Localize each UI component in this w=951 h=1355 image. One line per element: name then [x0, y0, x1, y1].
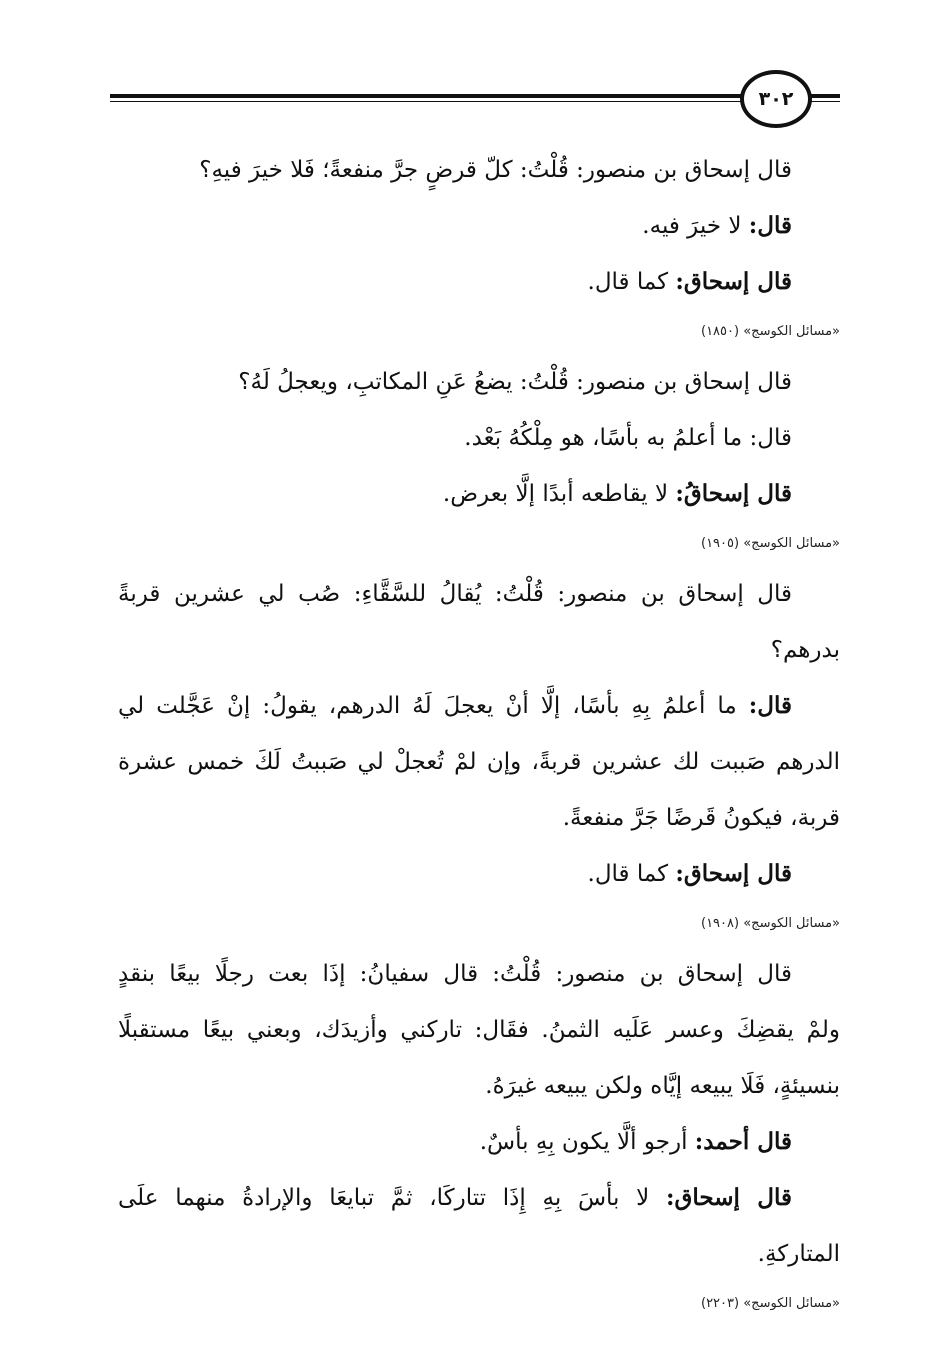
source-citation: «مسائل الكوسج» (١٨٥٠) — [701, 324, 840, 339]
speaker-label: قال إسحاق: — [666, 1184, 792, 1211]
text-line — [118, 622, 840, 678]
source-citation: «مسائل الكوسج» (٢٢٠٣) — [701, 1296, 840, 1311]
entry — [118, 142, 840, 354]
source-row — [118, 1282, 840, 1326]
text-line — [118, 734, 840, 790]
line-text: قال إسحاق بن منصور: قُلْتُ: كلّ قرضٍ جرَّ منفعةً؛ فَلا خيرَ فيهِ؟ — [199, 157, 792, 183]
line-text: لا خيرَ فيه. — [642, 213, 749, 239]
header-rule-thin-end — [810, 101, 840, 102]
speaker-label: قال إسحاق: — [675, 860, 792, 887]
line-text: بنسيئةٍ، فَلَا يبيعه إيَّاه ولكن يبيعه غيرَهُ. — [485, 1073, 840, 1099]
text-line — [118, 1002, 840, 1058]
text-line — [118, 846, 840, 902]
line-text: قال إسحاق بن منصور: قُلْتُ: قال سفيانُ: إذَا بعت رجلًا بيعًا بنقدٍ — [118, 961, 792, 987]
line-text: قال إسحاق بن منصور: قُلْتُ: يضعُ عَنِ المكاتبِ، ويعجلُ لَهُ؟ — [238, 369, 792, 395]
header-rule-thick — [110, 94, 750, 98]
text-line — [118, 678, 840, 734]
text-line — [118, 790, 840, 846]
text-line — [118, 1114, 840, 1170]
header-rule-thick-end — [810, 94, 840, 98]
line-text: أرجو ألَّا يكون بِهِ بأسٌ. — [479, 1129, 695, 1155]
speaker-label: قال: — [748, 692, 792, 719]
text-line — [118, 946, 840, 1002]
source-row — [118, 522, 840, 566]
entry — [118, 566, 840, 946]
line-text: كما قال. — [587, 861, 676, 887]
line-text: كما قال. — [587, 269, 676, 295]
text-line — [118, 566, 840, 622]
source-row — [118, 310, 840, 354]
text-line — [118, 466, 840, 522]
page-header — [110, 70, 840, 130]
entry — [118, 354, 840, 566]
source-row — [118, 902, 840, 946]
speaker-label: قال إسحاق: — [675, 268, 792, 295]
line-text: بدرهم؟ — [770, 637, 840, 663]
page-body — [118, 142, 840, 1326]
text-line — [118, 1058, 840, 1114]
text-line — [118, 354, 840, 410]
line-text: قال إسحاق بن منصور: قُلْتُ: يُقالُ للسَّقَّاءِ: صُب لي عشرين قربةً — [118, 581, 792, 607]
line-text: ما أعلمُ بِهِ بأسًا، إلَّا أنْ يعجلَ لَهُ الدرهم، يقولُ: إنْ عَجَّلت لي — [118, 693, 749, 719]
source-citation: «مسائل الكوسج» (١٩٠٥) — [701, 536, 840, 551]
line-text: قال: ما أعلمُ به بأسًا، هو مِلْكُهُ بَعْد. — [464, 425, 792, 451]
line-text: قربة، فيكونُ قَرضًا جَرَّ منفعةً. — [562, 805, 840, 831]
text-line — [118, 1170, 840, 1226]
speaker-label: قال أحمد: — [694, 1128, 792, 1155]
line-text: المتاركةِ. — [757, 1241, 840, 1267]
line-text: لا يقاطعه أبدًا إلَّا بعرض. — [442, 481, 676, 507]
line-text: لا بأسَ بِهِ إِذَا تتاركَا، ثمَّ تبايعَا والإرادةُ منهما علَى — [118, 1185, 667, 1211]
page-number-circle — [740, 70, 812, 128]
text-line — [118, 198, 840, 254]
speaker-label: قال إسحاقُ: — [675, 480, 792, 507]
line-text: الدرهم صَببت لك عشرين قربةً، وإن لمْ تُعجلْ لي صَببتُ لَكَ خمس عشرة — [118, 749, 840, 775]
line-text: ولمْ يقضِكَ وعسر عَلَيه الثمنُ. فقَال: تاركني وأزيدَك، وبعني بيعًا مستقبلًا — [118, 1017, 840, 1043]
text-line — [118, 142, 840, 198]
text-line — [118, 254, 840, 310]
entry — [118, 946, 840, 1326]
source-citation: «مسائل الكوسج» (١٩٠٨) — [701, 916, 840, 931]
page-number: ٣٠٢ — [758, 88, 794, 110]
text-line — [118, 1226, 840, 1282]
header-rule-thin — [110, 101, 750, 102]
speaker-label: قال: — [748, 212, 792, 239]
text-line — [118, 410, 840, 466]
